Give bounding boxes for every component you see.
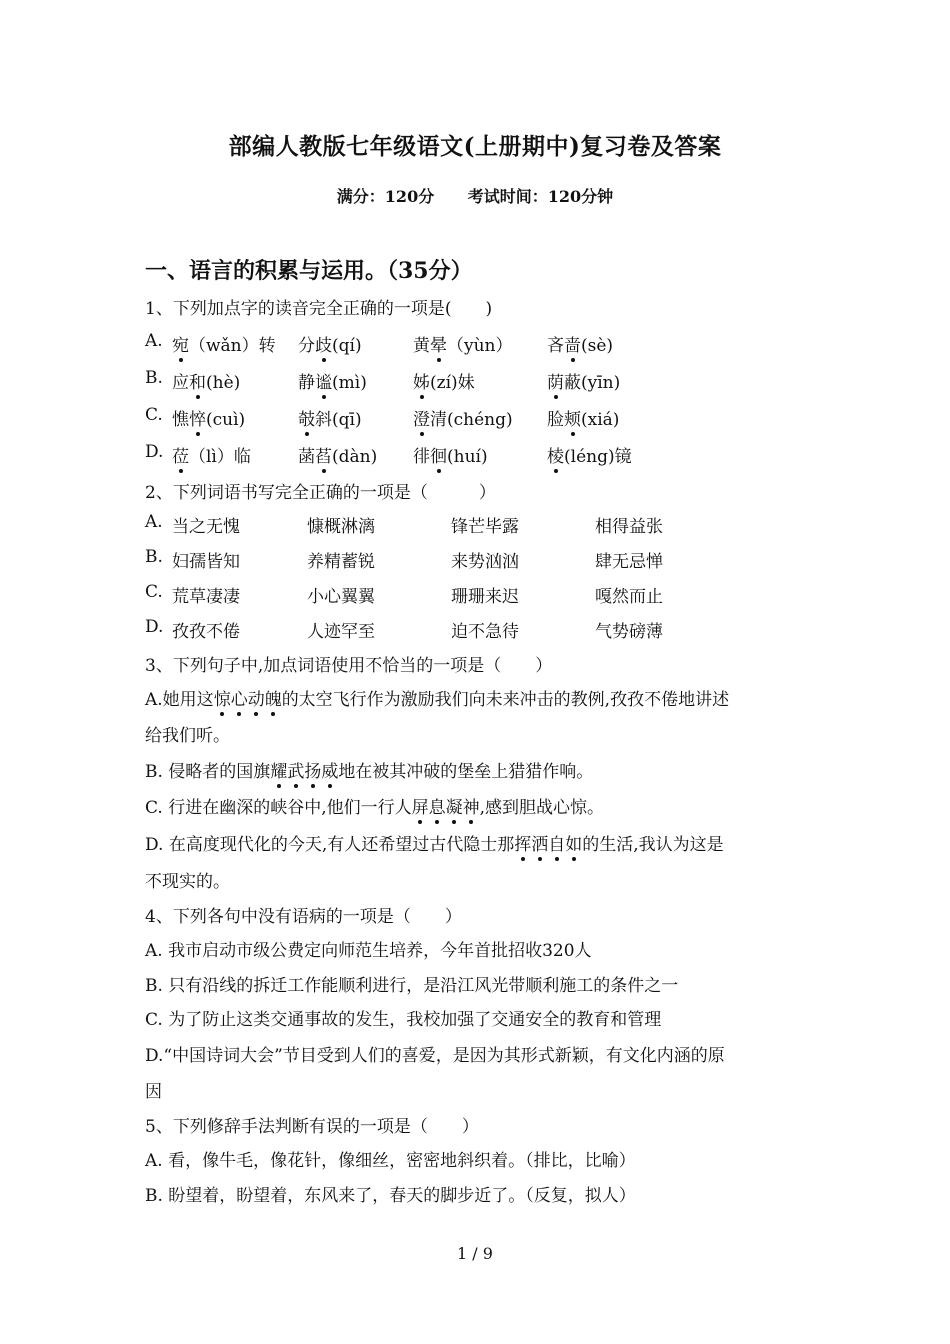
option-label: A. xyxy=(145,512,163,532)
text-segment: （lì）临 xyxy=(189,447,251,467)
text-segment: 的生活,我认为这是 xyxy=(582,835,724,855)
page-number: 1 / 9 xyxy=(457,1244,493,1263)
exam-info xyxy=(0,184,950,207)
pinyin-item xyxy=(298,368,367,393)
text-segment: (qí) xyxy=(332,336,362,356)
q3-option-c xyxy=(145,793,604,818)
emphasis-char: 耀 xyxy=(270,757,287,782)
q5-option-b: B. 盼望着，盼望着，东风来了，春天的脚步近了。（反复，拟人） xyxy=(145,1186,636,1206)
section-heading: 一、语言的积累与运用。（35分） xyxy=(145,258,473,284)
q4-option-b: B. 只有沿线的拆迁工作能顺利进行，是沿江风光带顺利施工的条件之一 xyxy=(145,976,679,996)
pinyin-item xyxy=(547,368,620,393)
emphasis-char: 徊 xyxy=(430,442,447,467)
emphasis-char: 自 xyxy=(548,830,565,855)
emphasis-char: 颊 xyxy=(564,405,581,430)
text-segment: (zí)妹 xyxy=(430,373,475,393)
exam-time: 考试时间：120分钟 xyxy=(467,187,614,206)
document-title: 部编人教版七年级语文(上册期中)复习卷及答案 xyxy=(228,133,722,160)
idiom-item: 当之无愧 xyxy=(172,517,240,537)
text-segment: 徘 xyxy=(413,447,430,467)
idiom-item: 珊珊来迟 xyxy=(451,587,519,607)
emphasis-char: 棱 xyxy=(547,442,564,467)
emphasis-char: 和 xyxy=(189,368,206,393)
q4-option-a: A. 我市启动市级公费定向师范生培养，今年首批招收320人 xyxy=(145,941,592,961)
pinyin-item xyxy=(298,331,362,356)
emphasis-char: 莅 xyxy=(172,442,189,467)
text-segment: （wǎn）转 xyxy=(189,336,276,356)
text-segment: （yùn） xyxy=(447,336,513,356)
idiom-item: 小心翼翼 xyxy=(307,587,375,607)
q4-option-c: C. 为了防止这类交通事故的发生，我校加强了交通安全的教育和管理 xyxy=(145,1010,662,1030)
text-segment: 的太空飞行作为激励我们向未来冲击的教例,孜孜不倦地讲述 xyxy=(281,690,730,710)
text-segment: (mì) xyxy=(332,373,367,393)
option-label: D. xyxy=(145,617,164,637)
emphasis-char: 澄 xyxy=(413,405,430,430)
emphasis-char: 谧 xyxy=(315,368,332,393)
emphasis-char: 神 xyxy=(463,793,480,818)
text-segment: D. 在高度现代化的今天,有人还希望过古代隐士那 xyxy=(145,835,515,855)
q3-option-b xyxy=(145,757,593,782)
option-label: B. xyxy=(145,368,163,388)
text-segment: 蔽(yīn) xyxy=(564,373,621,393)
text-segment: B. 侵略者的国旗 xyxy=(145,762,271,782)
text-segment: 清(chéng) xyxy=(430,410,513,430)
text-segment: (léng)镜 xyxy=(564,447,632,467)
emphasis-char: 萏 xyxy=(315,442,332,467)
text-segment: 脸 xyxy=(547,410,564,430)
pinyin-item xyxy=(547,405,619,430)
q3-option-d-cont: 不现实的。 xyxy=(145,872,230,892)
emphasis-char: 如 xyxy=(565,830,582,855)
text-segment: (sè) xyxy=(581,336,614,356)
text-segment: 分 xyxy=(298,336,315,356)
option-label: C. xyxy=(145,582,163,602)
idiom-item: 养精蓄锐 xyxy=(307,552,375,572)
emphasis-char: 扬 xyxy=(304,757,321,782)
emphasis-char: 息 xyxy=(429,793,446,818)
emphasis-char: 魄 xyxy=(265,685,282,710)
emphasis-char: 晕 xyxy=(430,331,447,356)
text-segment: 菡 xyxy=(298,447,315,467)
emphasis-char: 武 xyxy=(287,757,304,782)
pinyin-item xyxy=(413,331,513,356)
pinyin-item xyxy=(172,405,245,430)
pinyin-item xyxy=(298,442,377,467)
emphasis-char: 啬 xyxy=(564,331,581,356)
text-segment: (hè) xyxy=(206,373,241,393)
pinyin-item xyxy=(172,442,251,467)
q4-stem: 4、下列各句中没有语病的一项是（ ） xyxy=(145,907,462,927)
text-segment: 黄 xyxy=(413,336,430,356)
q3-option-d xyxy=(145,830,724,855)
idiom-item: 迫不急待 xyxy=(451,622,519,642)
q2-stem: 2、下列词语书写完全正确的一项是（ ） xyxy=(145,483,496,503)
emphasis-char: 悴 xyxy=(189,405,206,430)
idiom-item: 嘎然而止 xyxy=(595,587,663,607)
emphasis-char: 威 xyxy=(321,757,338,782)
emphasis-char: 动 xyxy=(248,685,265,710)
emphasis-char: 攲 xyxy=(298,405,315,430)
q4-option-d: D.“中国诗词大会”节目受到人们的喜爱，是因为其形式新颖，有文化内涵的原 xyxy=(145,1046,725,1066)
emphasis-char: 洒 xyxy=(531,830,548,855)
text-segment: 静 xyxy=(298,373,315,393)
pinyin-item xyxy=(413,442,488,467)
emphasis-char: 挥 xyxy=(514,830,531,855)
text-segment: 斜(qī) xyxy=(315,410,362,430)
option-label: A. xyxy=(145,331,163,351)
emphasis-char: 荫 xyxy=(547,368,564,393)
option-label: D. xyxy=(145,442,164,462)
pinyin-item xyxy=(413,405,513,430)
pinyin-item xyxy=(298,405,362,430)
text-segment: (dàn) xyxy=(332,447,378,467)
emphasis-char: 惊 xyxy=(214,685,231,710)
pinyin-item xyxy=(547,442,632,467)
q3-stem: 3、下列句子中,加点词语使用不恰当的一项是（ ） xyxy=(145,656,553,676)
emphasis-char: 屏 xyxy=(412,793,429,818)
pinyin-item xyxy=(172,331,276,356)
emphasis-char: 心 xyxy=(231,685,248,710)
pinyin-item xyxy=(413,368,475,393)
q5-option-a: A. 看，像牛毛，像花针，像细丝，密密地斜织着。（排比，比喻） xyxy=(145,1151,636,1171)
pinyin-item xyxy=(547,331,613,356)
text-segment: 吝 xyxy=(547,336,564,356)
text-segment: 憔 xyxy=(172,410,189,430)
text-segment: ,感到胆战心惊。 xyxy=(479,798,605,818)
emphasis-char: 姊 xyxy=(413,368,430,393)
text-segment: 应 xyxy=(172,373,189,393)
idiom-item: 肆无忌惮 xyxy=(595,552,663,572)
emphasis-char: 宛 xyxy=(172,331,189,356)
option-label: C. xyxy=(145,405,163,425)
idiom-item: 人迹罕至 xyxy=(307,622,375,642)
idiom-item: 妇孺皆知 xyxy=(172,552,240,572)
text-segment: (cuì) xyxy=(206,410,246,430)
option-label: B. xyxy=(145,547,163,567)
q3-option-a-cont: 给我们听。 xyxy=(145,726,230,746)
idiom-item: 荒草凄凄 xyxy=(172,587,240,607)
q4-option-d-cont: 因 xyxy=(145,1082,162,1102)
emphasis-char: 凝 xyxy=(446,793,463,818)
idiom-item: 锋芒毕露 xyxy=(451,517,519,537)
pinyin-item xyxy=(172,368,240,393)
text-segment: 地在被其冲破的堡垒上猎猎作响。 xyxy=(338,762,594,782)
full-score: 满分：120分 xyxy=(336,187,435,206)
idiom-item: 慷概淋漓 xyxy=(307,517,375,537)
text-segment: C. 行进在幽深的峡谷中,他们一行人 xyxy=(145,798,412,818)
idiom-item: 相得益张 xyxy=(595,517,663,537)
idiom-item: 气势磅薄 xyxy=(595,622,663,642)
text-segment: (huí) xyxy=(447,447,488,467)
q1-stem: 1、下列加点字的读音完全正确的一项是( ) xyxy=(145,299,493,319)
emphasis-char: 歧 xyxy=(315,331,332,356)
idiom-item: 来势汹汹 xyxy=(451,552,519,572)
q3-option-a xyxy=(145,685,729,710)
text-segment: A.她用这 xyxy=(145,690,214,710)
idiom-item: 孜孜不倦 xyxy=(172,622,240,642)
text-segment: (xiá) xyxy=(581,410,620,430)
q5-stem: 5、下列修辞手法判断有误的一项是（ ） xyxy=(145,1117,479,1137)
